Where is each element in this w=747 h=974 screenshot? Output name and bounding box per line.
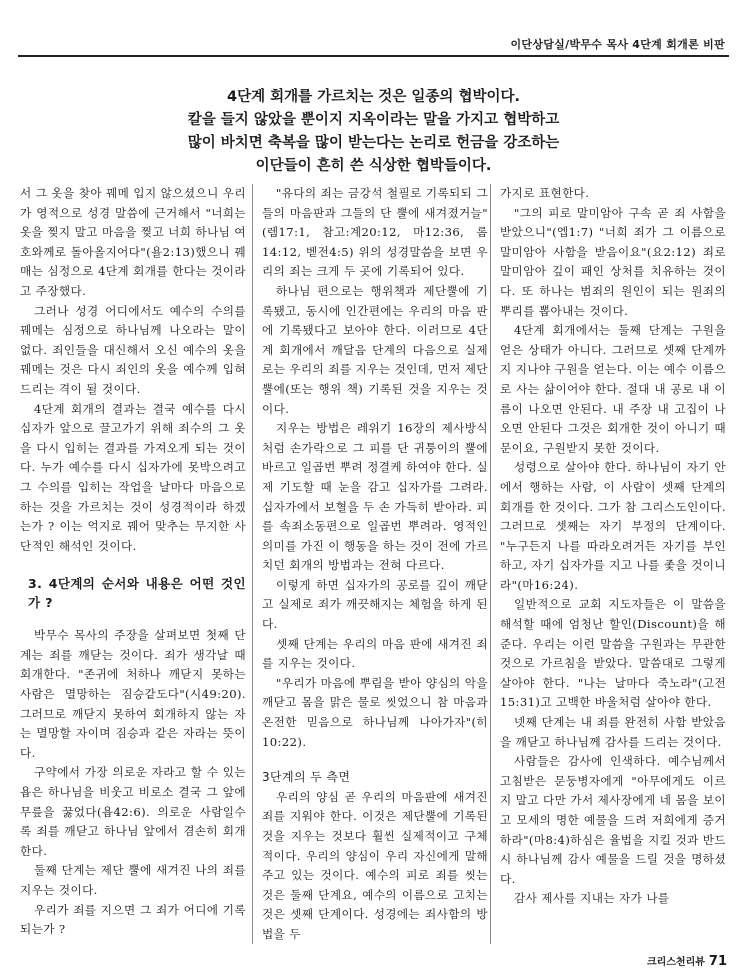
pull-quote-line: 칼을 들지 않았을 뿐이지 지옥이라는 말을 가지고 협박하고: [187, 112, 560, 128]
column-2: [262, 184, 488, 945]
pull-quote-line: 이단들이 흔히 쓴 식상한 협박들이다.: [255, 158, 492, 174]
paragraph: 둘째 단계는 제단 뿔에 새겨진 나의 죄를 지우는 것이다.: [20, 863, 246, 897]
paragraph: 사람들은 감사에 인색하다. 예수님께서 고침받은 문둥병자에게 "아무에게도 이르지 말고 다만 가서 제사장에게 네 몸을 보이고 모세의 명한 예물을 드려 저희에게 증거하라"(마8:4)하심은 율법을 지킬 것과 반드시 하나님께 감사 예물을 드릴 것을 명하셨다.: [500, 754, 726, 886]
paragraph: "그의 피로 말미암아 구속 곧 죄 사함을 받았으니"(엡1:7) "너희 죄가 그 이름으로 말미암아 사함을 받음이요"(요2:12) 죄로 말미암아 깊이 패인 상처를 치유하는 것이다. 또 하나는 범죄의 원인이 되는 원죄의 뿌리를 뽑아내는 것이다.: [500, 205, 726, 318]
paragraph: 서 그 옷을 찾아 꿰메 입지 않으셨으니 우리가 영적으로 성경 말씀에 근거해서 "너희는 옷을 찢지 말고 마음을 찢고 너희 하나님 여호와께로 돌아올지어다"(욜2:13)했으니 꿰매는 심정으로 4단계 회개를 한다는 것이라고 주장했다.: [20, 186, 246, 298]
column-divider: [252, 184, 253, 944]
paragraph: 일반적으로 교회 지도자들은 이 말씀을 해석할 때에 엄청난 할인(Discount)을 해 준다. 우리는 이런 말씀을 구원과는 무관한 것으로 가르침을 받았다. 말씀대로 그렇게 살아야 한다. "나는 날마다 죽노라"(고전15:31)고 고백한 바울처럼 살아야 한다.: [500, 597, 726, 710]
paragraph: 4단계 회개의 결과는 결국 예수를 다시 십자가 앞으로 끌고가기 위해 죄수의 그 옷을 다시 입히는 결과를 가져오게 되는 것이다. 누가 예수를 다시 십자가에 못박으려고 그 수의를 입히는 작업을 날마다 마음으로 하는 것을 가르치는 것이 성경적이라 하겠는가 ? 이는 억지로 꿰어 맞추는 무지한 사단적인 해석인 것이다.: [20, 401, 246, 553]
magazine-name: 크리스천리뷰: [646, 957, 705, 968]
paragraph: 넷째 단계는 내 죄를 완전히 사함 받았음을 깨닫고 하나님께 감사를 드리는 것이다.: [500, 715, 726, 749]
header-rule: [18, 55, 729, 57]
paragraph: 감사 제사를 지내는 자가 나를: [514, 891, 670, 906]
paragraph: 지우는 방법은 레위기 16장의 제사방식처럼 손가락으로 그 피를 단 귀퉁이의 뿔에 바르고 일곱번 뿌려 정결케 하여야 한다. 실제 기도할 때 눈을 감고 십자가를 그려라. 십자가에서 보혈을 두 손 가득히 받아라. 피를 속죄소동편으로 일곱번 뿌려라. 영적인 의미를 가진 이 행동을 하는 것이 전에 가르치던 회개의 방법과는 전혀 다르다.: [262, 421, 488, 573]
section-heading: 3. 4단계의 순서와 내용은 어떤 것인가 ?: [28, 576, 246, 611]
page-number: 71: [708, 954, 727, 969]
sub-heading: 3단계의 두 측면: [262, 770, 351, 785]
paragraph: 가지로 표현한다.: [500, 186, 590, 200]
paragraph: 구약에서 가장 의로운 자라고 할 수 있는 욥은 하나님을 비웃고 비로소 결국 그 앞에 무릎을 꿇었다(욥42:6). 의로운 사람일수록 죄를 깨닫고 하나님 앞에서 겸손히 회개한다.: [20, 765, 246, 858]
paragraph: 하나님 편으로는 행위책과 제단뿔에 기록됐고, 동시에 인간편에는 우리의 마음 판에 기록됐다고 보아야 한다. 이러므로 4단계 회개에서 깨달음 단계의 다음으로 실제로는 우리의 죄를 지우는 것인데, 먼저 제단뿔에(또는 행위 책) 기록된 것을 지우는 것이다.: [262, 283, 488, 416]
running-title: 이단상담실/박무수 목사 4단계 회개론 비판: [502, 36, 725, 52]
paragraph: 우리의 양심 곧 우리의 마음판에 새겨진 죄를 지워야 한다. 이것은 제단뿔에 기록된 것을 지우는 것보다 훨씬 실제적이고 구체적이다. 우리의 양심이 우리 자신에게 말해주고 있는 것이다. 예수의 피로 죄를 씻는 것은 둘째 단계요, 예수의 이름으로 고치는 것은 셋째 단계이다. 성경에는 죄사함의 방법을 두: [262, 789, 488, 941]
paragraph: 우리가 죄를 지으면 그 죄가 어디에 기록되는가 ?: [20, 902, 246, 937]
paragraph: 이렇게 하면 십자가의 공로를 깊이 깨닫고 실제로 죄가 깨끗해지는 체험을 하게 된다.: [262, 577, 488, 632]
paragraph: 박무수 목사의 주장을 살펴보면 첫째 단계는 죄를 깨닫는 것이다. 죄가 생각날 때 회개한다. "존귀에 처하나 깨닫지 못하는 사람은 멸망하는 짐승같도다"(시49:20). 그러므로 깨닫지 못하여 회개하지 않는 자는 멸망할 자이며 짐승과 같은 자라는 뜻이다.: [20, 628, 246, 760]
paragraph: 성령으로 살아야 한다. 하나님이 자기 안에서 행하는 사람, 이 사람이 셋째 단계의 회개를 한 것이다. 그가 참 그리스도인이다. 그러므로 셋째는 자기 부정의 단계이다. "누구든지 나를 따라오려거든 자기를 부인하고, 자기 십자가를 지고 나를 좇을 것이니라"(마16:24).: [500, 460, 726, 592]
column-1: [20, 184, 246, 940]
page-footer: [647, 953, 727, 969]
paragraph: 셋째 단계는 우리의 마음 판에 새겨진 죄를 지우는 것이다.: [262, 636, 488, 671]
pull-quote-line: 많이 바치면 축복을 많이 받는다는 논리로 헌금을 강조하는: [187, 135, 560, 151]
pull-quote: [90, 86, 657, 178]
column-divider: [490, 184, 491, 944]
paragraph: "유다의 죄는 금강석 철필로 기록되되 그들의 마음판과 그들의 단 뿔에 새겨졌거늘"(렘17:1, 참고:계20:12, 마12:36, 롬14:12, 벧전4:5) 위의 성경말씀을 보면 우리의 죄는 크게 두 곳에 기록되어 있다.: [262, 186, 488, 279]
column-3: [500, 184, 726, 909]
pull-quote-line: 4단계 회개를 가르치는 것은 일종의 협박이다.: [227, 89, 520, 105]
paragraph: 4단계 회개에서는 둘째 단계는 구원을 얻은 상태가 아니다. 그러므로 셋째 단계까지 지나야 구원을 얻는다. 이는 예수 이름으로 사는 삶이어야 한다. 절대 내 공로 내 이름이 나오면 안된다. 내 주장 내 고집이 나오면 안된다 그것은 회개한 것이 아니기 때문이요, 구원받지 못한 것이다.: [500, 323, 726, 455]
paragraph: 그러나 성경 어디에서도 예수의 수의를 꿰메는 심정으로 하나님께 나오라는 말이 없다. 죄인들을 대신해서 오신 예수의 옷을 꿰메는 것은 다시 죄인의 옷을 예수께 입혀드리는 격이 될 것이다.: [20, 303, 246, 396]
paragraph: "우리가 마음에 뿌림을 받아 양심의 악을 깨닫고 몸을 맑은 물로 씻었으니 참 마음과 온전한 믿음으로 하나님께 나아가자"(히10:22).: [262, 675, 488, 749]
